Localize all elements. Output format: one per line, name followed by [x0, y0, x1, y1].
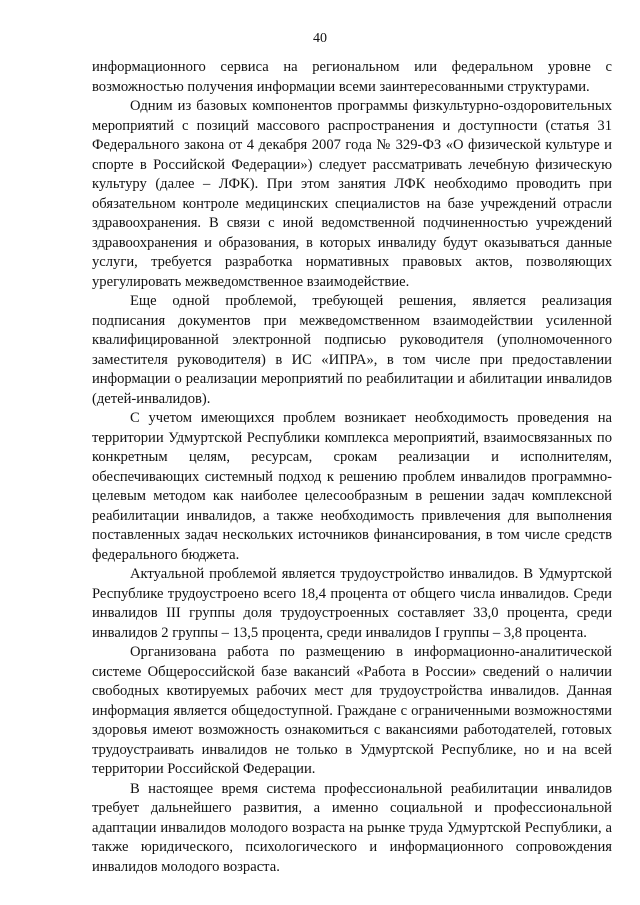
paragraph-lfk: Одним из базовых компонентов программы физкультурно-оздоровительных мероприятий с позиций массового распространения и доступности (статья 31 Федерального закона от 4 декабря 2007 года № 329-ФЗ «О физической культуре и спорте в Российской Федерации») следует рассматривать лечебную физическую культуру (далее – ЛФК). При этом занятия ЛФК необходимо проводить при обязательном контроле медицинских специалистов на базе учреждений отрасли здравоохранения. В связи с иной ведомственной подчиненностью учреждений здравоохранения и образования, в которых инвалиду будут оказываться данные услуги, требуется разработка нормативных правовых актов, позволяющих урегулировать межведомственное взаимодействие.	[92, 98, 612, 290]
paragraph-continuation: информационного сервиса на региональном или федеральном уровне с возможностью получения информации всеми заинтересованными структурами.	[92, 59, 612, 95]
page-number: 40	[313, 31, 327, 46]
document-body	[92, 58, 612, 877]
paragraph-employment: Актуальной проблемой является трудоустройство инвалидов. В Удмуртской Республике трудоустроено всего 18,4 процента от общего числа инвалидов. Среди инвалидов III группы доля трудоустроенных составляет 33,0 процента, среди инвалидов 2 группы – 13,5 процента, среди инвалидов I группы – 3,8 процента.	[92, 566, 612, 641]
paragraph-electronic-signature: Еще одной проблемой, требующей решения, является реализация подписания документов при межведомственном взаимодействии усиленной квалифицированной электронной подписью руководителя (уполномоченного заместителя руководителя) в ИС «ИПРА», в том числе при предоставлении информации о реализации мероприятий по реабилитации и абилитации инвалидов (детей-инвалидов).	[92, 293, 612, 407]
paragraph-complex-measures: С учетом имеющихся проблем возникает необходимость проведения на территории Удмуртской Республики комплекса мероприятий, взаимосвязанных по конкретным целям, ресурсам, срокам реализации и исполнителям, обеспечивающих системный подход к решению проблем инвалидов программно-целевым методом как наиболее целесообразным в решении задач комплексной реабилитации инвалидов, а также необходимость привлечения для выполнения поставленных задач нескольких источников финансирования, в том числе средств федерального бюджета.	[92, 410, 612, 563]
paragraph-job-vacancies: Организована работа по размещению в информационно-аналитической системе Общероссийской базе вакансий «Работа в России» сведений о наличии свободных квотируемых рабочих мест для трудоустройства инвалидов. Данная информация является общедоступной. Граждане с ограниченными возможностями здоровья имеют возможность ознакомиться с вакансиями работодателей, готовых трудоустраивать инвалидов не только в Удмуртской Республике, но и на всей территории Российской Федерации.	[92, 644, 612, 777]
paragraph-professional-rehabilitation: В настоящее время система профессиональной реабилитации инвалидов требует дальнейшего развития, а именно социальной и профессиональной адаптации инвалидов молодого возраста на рынке труда Удмуртской Республики, а также юридического, психологического и информационного сопровождения инвалидов молодого возраста.	[92, 780, 612, 875]
